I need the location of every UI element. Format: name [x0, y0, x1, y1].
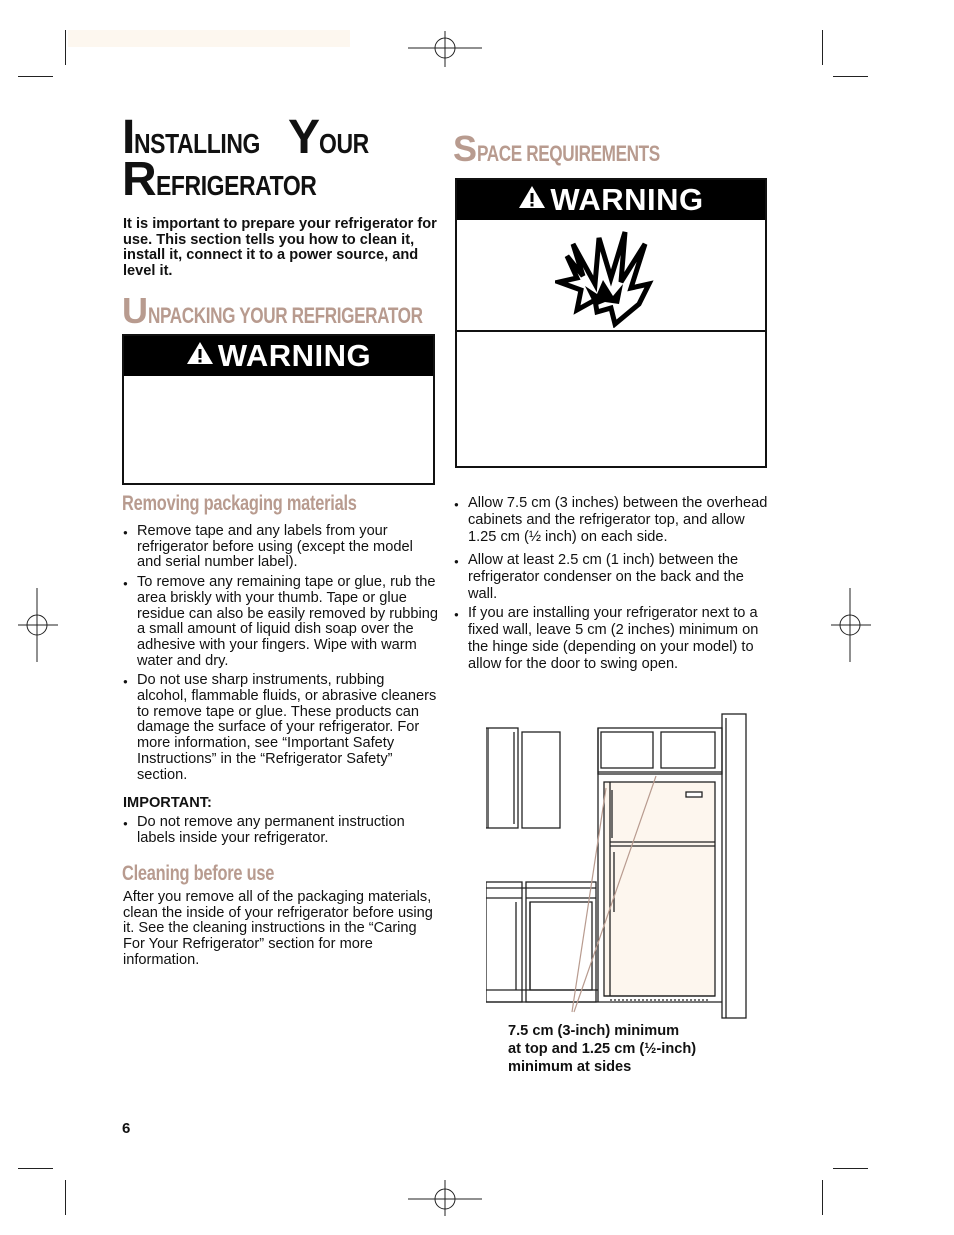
warning-box-space [455, 178, 767, 468]
intro-paragraph: It is important to prepare your refrigerator for use. This section tells you how to clean it, install it, connect it to a power source, and level it. [123, 216, 437, 280]
list-item: ● Do not use sharp instruments, rubbing alcohol, flammable fluids, or abrasive cleaners to remove tape or glue. These products can damage the surface of your refrigerator. For more information, see “Important Safety Instructions” in the “Refrigerator Safety” section. [123, 673, 438, 783]
crop-mark [833, 76, 868, 77]
subsection-title-removing: Removing packaging materials [122, 492, 357, 515]
crop-mark [822, 30, 823, 65]
hazard-symbol-panel [457, 220, 765, 332]
list-item: ● Allow 7.5 cm (3 inches) between the overhead cabinets and the refrigerator top, and allow 1.25 cm (½ inch) on each side. [454, 495, 769, 546]
explosion-hazard-icon [555, 224, 659, 328]
registration-mark-top [408, 31, 482, 67]
section-title-unpacking: UNPACKING YOUR REFRIGERATOR [122, 290, 423, 331]
crop-mark [65, 30, 66, 65]
subsection-title-cleaning: Cleaning before use [122, 862, 275, 885]
warning-header [457, 180, 765, 220]
registration-mark-right [831, 588, 871, 662]
page-title: INSTALLINGYOUR REFRIGERATOR [122, 111, 369, 206]
caption-line: minimum at sides [508, 1059, 632, 1075]
removing-bullet-list [123, 524, 438, 787]
warning-triangle-icon [186, 335, 214, 375]
registration-mark-bottom [408, 1180, 482, 1216]
warning-triangle-icon [518, 179, 546, 219]
list-item: ● If you are installing your refrigerator next to a fixed wall, leave 5 cm (2 inches) minimum on the hinge side (depending on your model) to allow for the door to swing open. [454, 605, 769, 673]
list-item: ● Remove tape and any labels from your refrigerator before using (except the model and serial number label). [123, 524, 438, 571]
warning-label: WARNING [217, 338, 372, 373]
crop-mark [18, 1168, 53, 1169]
section-title-space: SPACE REQUIREMENTS [453, 128, 660, 169]
page-number: 6 [122, 1120, 131, 1137]
list-item: ● Do not remove any permanent instruction labels inside your refrigerator. [123, 815, 438, 846]
warning-label: WARNING [550, 182, 704, 217]
caption-line: at top and 1.25 cm (½-inch) [508, 1041, 697, 1057]
color-bar [68, 30, 350, 47]
warning-box-unpacking [122, 334, 435, 485]
cleaning-paragraph: After you remove all of the packaging materials, clean the inside of your refrigerator before using it. See the cleaning instructions in the “Caring For Your Refrigerator” section for more information. [123, 889, 433, 968]
crop-mark [822, 1180, 823, 1215]
refrigerator-clearance-illustration [486, 712, 752, 1032]
crop-mark [833, 1168, 868, 1169]
figure-caption [508, 1022, 748, 1076]
registration-mark-left [18, 588, 58, 662]
crop-mark [65, 1180, 66, 1215]
caption-line: 7.5 cm (3-inch) minimum [508, 1023, 680, 1039]
important-bullet-list [123, 815, 438, 850]
list-item: ● Allow at least 2.5 cm (1 inch) between the refrigerator condenser on the back and the wall. [454, 552, 769, 603]
list-item: ● To remove any remaining tape or glue, rub the area briskly with your thumb. Tape or glue residue can also be easily removed by rubbing a small amount of liquid dish soap over the adhesive with your fingers. Wipe with warm water and dry. [123, 575, 438, 669]
space-bullet-list [454, 495, 769, 677]
warning-header [124, 336, 433, 376]
crop-mark [18, 76, 53, 77]
important-label: IMPORTANT: [123, 795, 212, 811]
